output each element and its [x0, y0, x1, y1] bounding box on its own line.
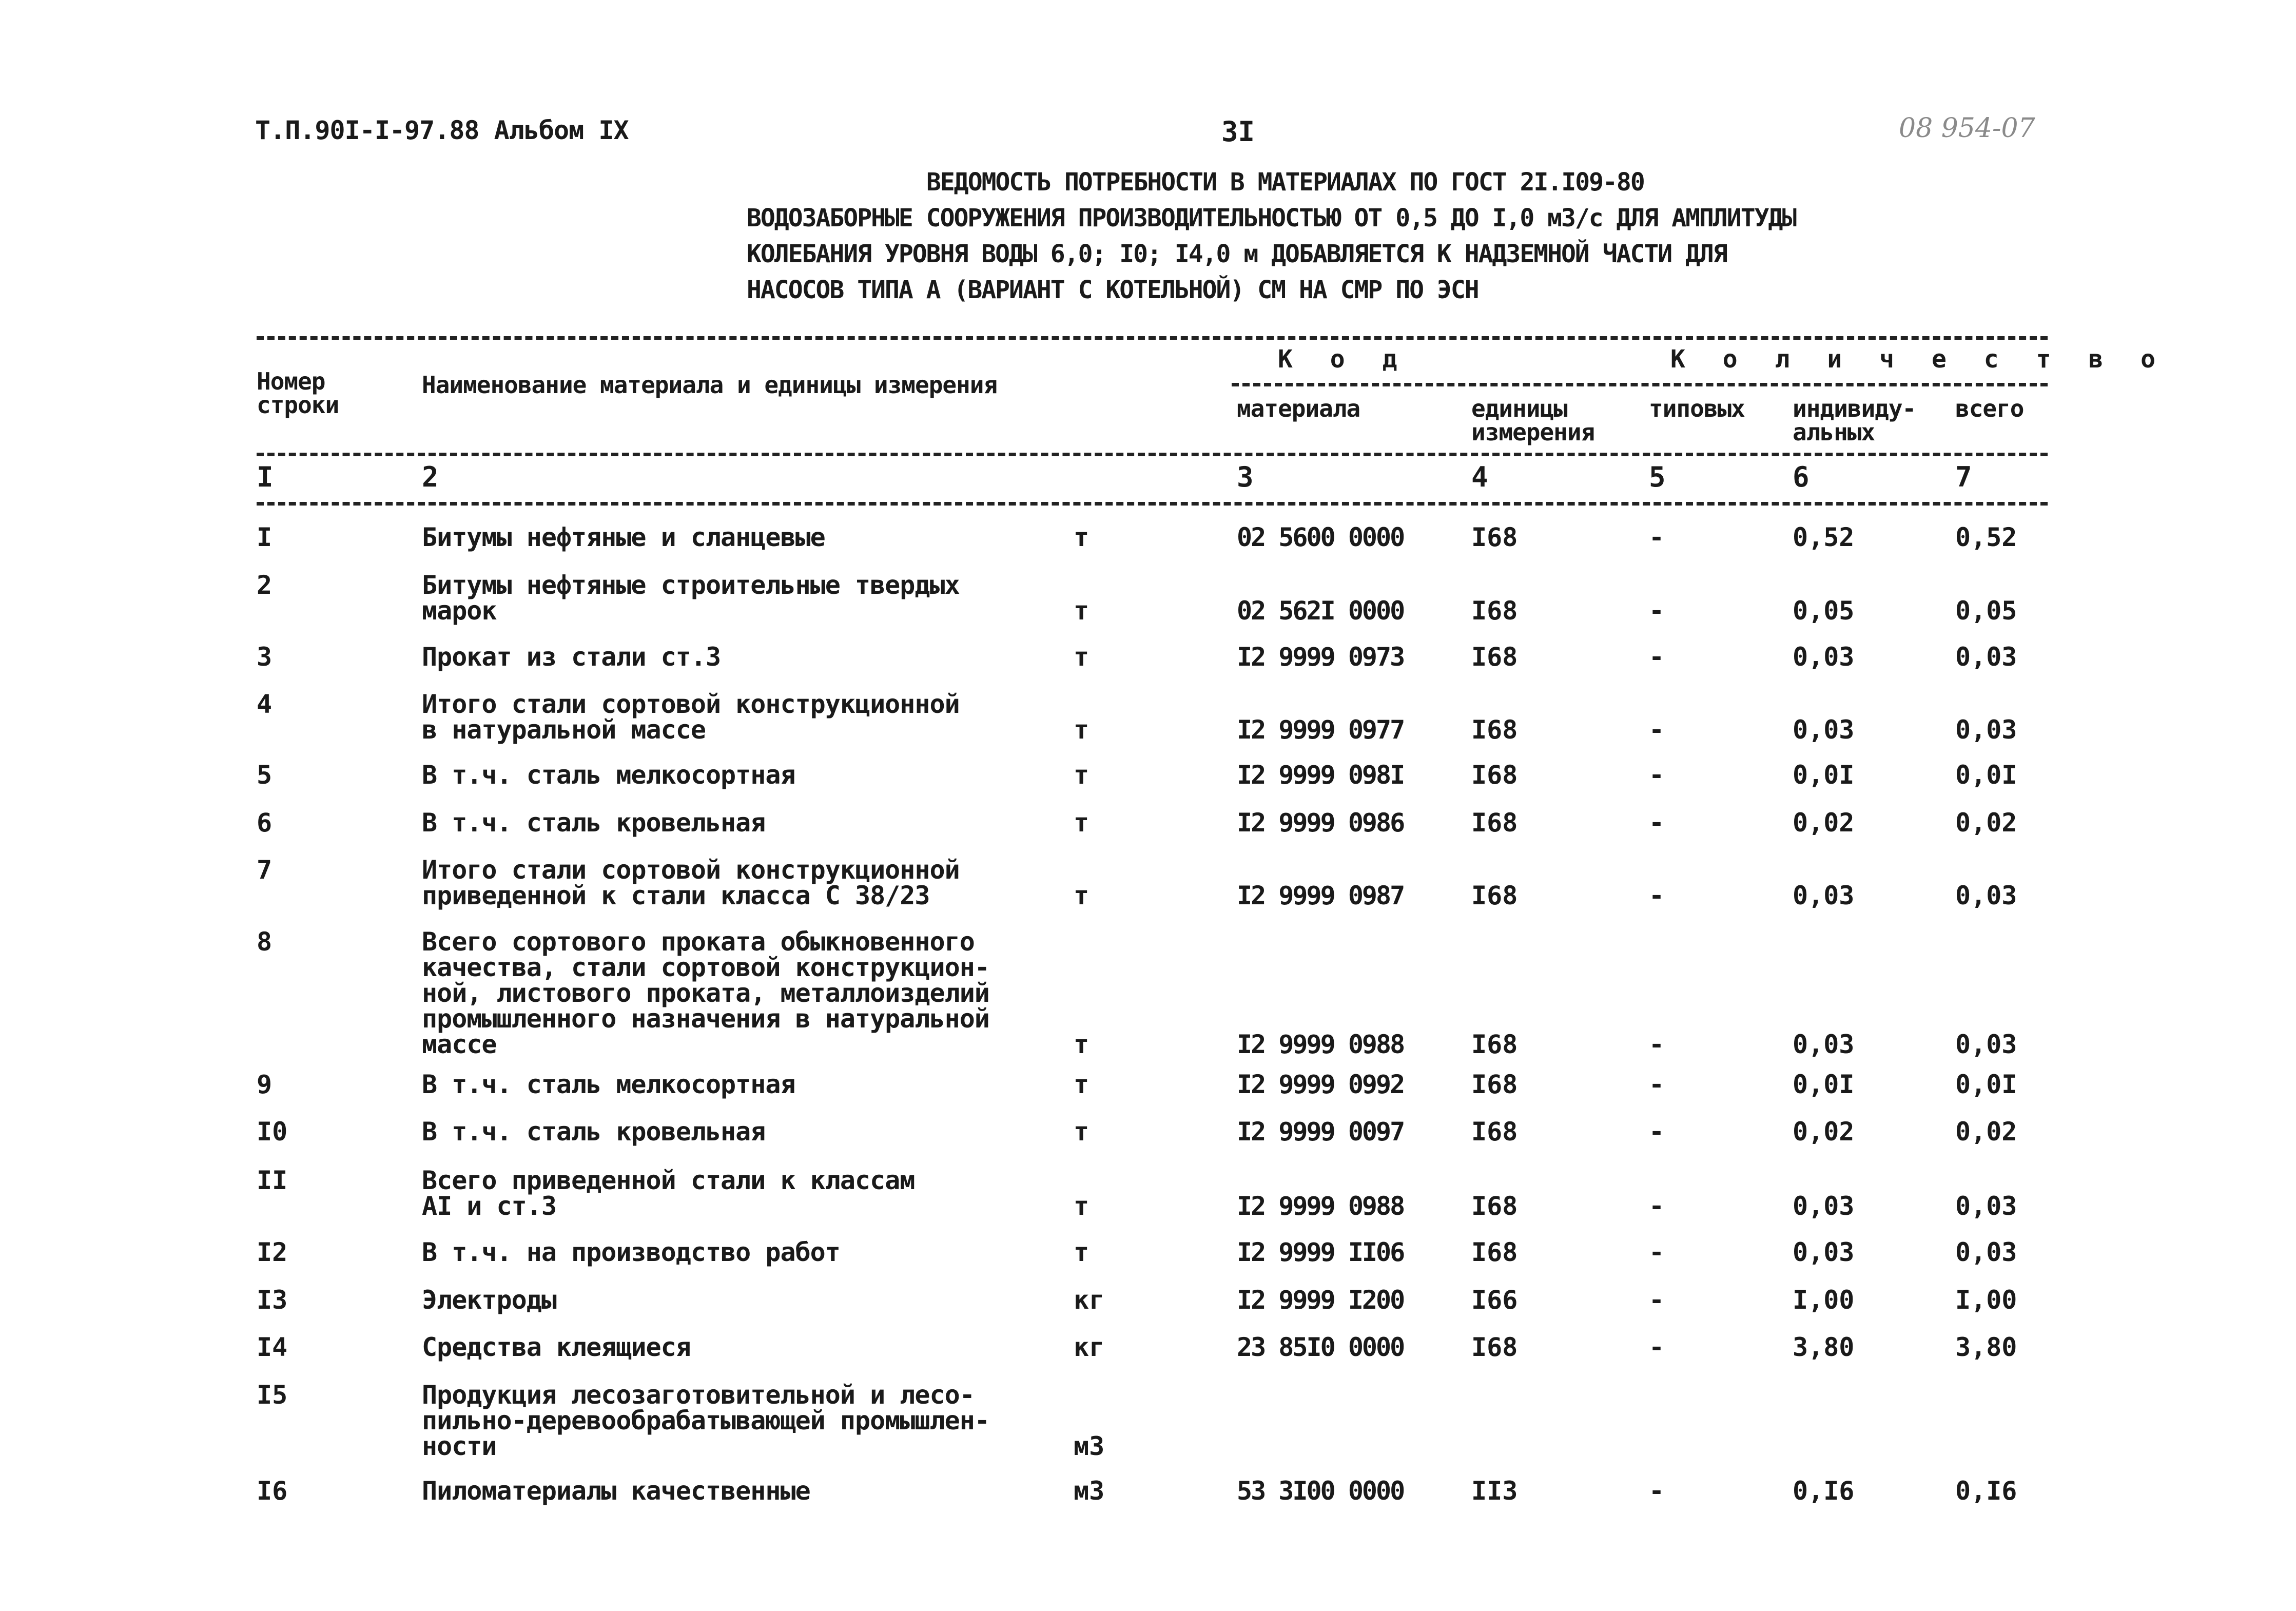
unit-cell: кг — [1074, 1285, 1105, 1315]
column-number: I — [257, 461, 274, 493]
column-number: 4 — [1471, 461, 1488, 493]
unit-cell: м3 — [1074, 1476, 1105, 1506]
material-code-cell: I2 9999 0992 — [1237, 1070, 1404, 1099]
unit-code-cell: I68 — [1471, 808, 1518, 838]
material-name-cell: В т.ч. сталь кровельная — [422, 808, 766, 838]
individual-quantity-cell: 0,05 — [1793, 596, 1855, 626]
column-header-qty-individual: индивиду- альных — [1793, 395, 1916, 446]
material-name-cell: Пиломатериалы качественные — [422, 1476, 810, 1506]
unit-code-cell: I68 — [1471, 1332, 1518, 1362]
material-name-cell: Всего приведенной стали к классам AI и ст.3 — [422, 1166, 915, 1221]
unit-cell: т — [1074, 881, 1089, 910]
individual-quantity-cell: 3,80 — [1793, 1332, 1855, 1362]
individual-quantity-cell: 0,03 — [1793, 715, 1855, 745]
row-number-cell: 2 — [257, 570, 273, 600]
unit-code-cell: I68 — [1471, 881, 1518, 910]
unit-cell: кг — [1074, 1332, 1105, 1362]
total-quantity-cell: 0,02 — [1955, 1117, 2017, 1147]
typical-quantity-cell: - — [1649, 715, 1665, 745]
material-code-cell: I2 9999 0986 — [1237, 808, 1404, 838]
material-code-cell: I2 9999 0988 — [1237, 1030, 1404, 1059]
material-code-cell: I2 9999 0988 — [1237, 1191, 1404, 1221]
unit-cell: т — [1074, 1237, 1089, 1267]
unit-code-cell: I68 — [1471, 522, 1518, 552]
material-code-cell: I2 9999 0097 — [1237, 1117, 1404, 1147]
title-line-3: КОЛЕБАНИЯ УРОВНЯ ВОДЫ 6,0; I0; I4,0 м ДОБАВЛЯЕТСЯ К НАДЗЕМНОЙ ЧАСТИ ДЛЯ — [747, 240, 1727, 268]
table-top-rule — [257, 336, 2048, 340]
typical-quantity-cell: - — [1649, 642, 1665, 672]
material-name-cell: Битумы нефтяные строительные твердых марок — [422, 570, 960, 626]
column-header-qty-total: всего — [1955, 395, 2024, 422]
material-name-cell: В т.ч. сталь мелкосортная — [422, 760, 795, 790]
total-quantity-cell: 0,02 — [1955, 808, 2017, 838]
row-number-cell: I0 — [257, 1117, 288, 1147]
column-header-qty-typical: типовых — [1649, 395, 1745, 422]
typical-quantity-cell: - — [1649, 1285, 1665, 1315]
material-code-cell: I2 9999 098I — [1237, 760, 1404, 790]
row-number-cell: 9 — [257, 1070, 273, 1099]
row-number-cell: 7 — [257, 855, 273, 885]
column-number: 3 — [1237, 461, 1254, 493]
total-quantity-cell: 0,0I — [1955, 760, 2017, 790]
unit-cell: т — [1074, 1117, 1089, 1147]
material-name-cell: Прокат из стали ст.3 — [422, 642, 721, 672]
total-quantity-cell: 0,03 — [1955, 642, 2017, 672]
unit-cell: т — [1074, 808, 1089, 838]
total-quantity-cell: 0,0I — [1955, 1070, 2017, 1099]
material-name-cell: Итого стали сортовой конструкционной в натуральной массе — [422, 689, 960, 745]
row-number-cell: I6 — [257, 1476, 288, 1506]
unit-cell: т — [1074, 596, 1089, 626]
individual-quantity-cell: 0,02 — [1793, 808, 1855, 838]
material-name-cell: Продукция лесозаготовительной и лесо- пильно-деревообрабатывающей промышлен- ности — [422, 1380, 989, 1461]
title-line-1: ВЕДОМОСТЬ ПОТРЕБНОСТИ В МАТЕРИАЛАХ ПО ГОСТ 2I.I09-80 — [926, 168, 1644, 197]
handwritten-stamp: 08 954-07 — [1899, 113, 2035, 144]
document-reference: Т.П.90I-I-97.88 Альбом IX — [255, 115, 629, 145]
typical-quantity-cell: - — [1649, 808, 1665, 838]
document-title — [747, 164, 1796, 308]
material-name-cell: Итого стали сортовой конструкционной приведенной к стали класса С 38/23 — [422, 855, 960, 910]
unit-code-cell: I66 — [1471, 1285, 1518, 1315]
individual-quantity-cell: 0,03 — [1793, 1191, 1855, 1221]
unit-code-cell: I68 — [1471, 1117, 1518, 1147]
row-number-cell: I3 — [257, 1285, 288, 1315]
row-number-cell: 4 — [257, 689, 273, 719]
individual-quantity-cell: 0,03 — [1793, 642, 1855, 672]
unit-cell: т — [1074, 715, 1089, 745]
unit-cell: т — [1074, 1191, 1089, 1221]
column-header-code-group: К о д — [1278, 345, 1409, 374]
unit-code-cell: I68 — [1471, 596, 1518, 626]
typical-quantity-cell: - — [1649, 1332, 1665, 1362]
column-header-code-unit: единицы измерения — [1471, 395, 1595, 446]
material-code-cell: I2 9999 I200 — [1237, 1285, 1404, 1315]
row-number-cell: 6 — [257, 808, 273, 838]
unit-cell: м3 — [1074, 1431, 1105, 1461]
subheader-rule — [1232, 383, 2048, 386]
unit-code-cell: I68 — [1471, 1191, 1518, 1221]
unit-cell: т — [1074, 642, 1089, 672]
column-header-name: Наименование материала и единицы измерения — [422, 371, 998, 399]
material-name-cell: В т.ч. сталь мелкосортная — [422, 1070, 795, 1099]
individual-quantity-cell: 0,02 — [1793, 1117, 1855, 1147]
unit-code-cell: I68 — [1471, 642, 1518, 672]
total-quantity-cell: 0,03 — [1955, 1030, 2017, 1059]
individual-quantity-cell: 0,0I — [1793, 760, 1855, 790]
total-quantity-cell: 0,I6 — [1955, 1476, 2017, 1506]
material-code-cell: 53 3I00 0000 — [1237, 1476, 1404, 1506]
row-number-cell: I2 — [257, 1237, 288, 1267]
column-number: 6 — [1793, 461, 1809, 493]
material-name-cell: Средства клеящиеся — [422, 1332, 691, 1362]
unit-cell: т — [1074, 1030, 1089, 1059]
typical-quantity-cell: - — [1649, 760, 1665, 790]
material-name-cell: Битумы нефтяные и сланцевые — [422, 522, 825, 552]
typical-quantity-cell: - — [1649, 1030, 1665, 1059]
typical-quantity-cell: - — [1649, 596, 1665, 626]
title-line-2: ВОДОЗАБОРНЫЕ СООРУЖЕНИЯ ПРОИЗВОДИТЕЛЬНОСТЬЮ ОТ 0,5 ДО I,0 м3/с ДЛЯ АМПЛИТУДЫ — [747, 204, 1796, 232]
total-quantity-cell: 0,03 — [1955, 715, 2017, 745]
column-header-code-material: материала — [1237, 395, 1360, 422]
unit-cell: т — [1074, 522, 1089, 552]
typical-quantity-cell: - — [1649, 1117, 1665, 1147]
material-name-cell: Всего сортового проката обыкновенного качества, стали сортовой конструкцион- ной, листового проката, металлоизделий промышленного назначения в натуральной массе — [422, 927, 989, 1059]
column-number: 2 — [422, 461, 439, 493]
material-code-cell: I2 9999 0987 — [1237, 881, 1404, 910]
material-code-cell: I2 9999 0973 — [1237, 642, 1404, 672]
column-number: 7 — [1955, 461, 1972, 493]
total-quantity-cell: 0,03 — [1955, 881, 2017, 910]
unit-code-cell: II3 — [1471, 1476, 1518, 1506]
row-number-cell: I5 — [257, 1380, 288, 1410]
unit-cell: т — [1074, 1070, 1089, 1099]
row-number-cell: I4 — [257, 1332, 288, 1362]
typical-quantity-cell: - — [1649, 522, 1665, 552]
unit-code-cell: I68 — [1471, 760, 1518, 790]
row-number-cell: I — [257, 522, 273, 552]
row-number-cell: 5 — [257, 760, 273, 790]
row-number-cell: II — [257, 1166, 288, 1195]
total-quantity-cell: 0,03 — [1955, 1237, 2017, 1267]
total-quantity-cell: 0,05 — [1955, 596, 2017, 626]
individual-quantity-cell: 0,03 — [1793, 1237, 1855, 1267]
material-name-cell: В т.ч. сталь кровельная — [422, 1117, 766, 1147]
material-code-cell: 02 562I 0000 — [1237, 596, 1404, 626]
title-line-4: НАСОСОВ ТИПА А (ВАРИАНТ С КОТЕЛЬНОЙ) СМ НА СМР ПО ЭСН — [747, 276, 1478, 304]
individual-quantity-cell: 0,0I — [1793, 1070, 1855, 1099]
individual-quantity-cell: I,00 — [1793, 1285, 1855, 1315]
total-quantity-cell: 3,80 — [1955, 1332, 2017, 1362]
individual-quantity-cell: 0,03 — [1793, 1030, 1855, 1059]
individual-quantity-cell: 0,03 — [1793, 881, 1855, 910]
typical-quantity-cell: - — [1649, 1070, 1665, 1099]
total-quantity-cell: I,00 — [1955, 1285, 2017, 1315]
unit-code-cell: I68 — [1471, 715, 1518, 745]
typical-quantity-cell: - — [1649, 1237, 1665, 1267]
column-header-row-no: Номер строки — [257, 367, 339, 419]
page-number: 3I — [1221, 115, 1255, 148]
total-quantity-cell: 0,03 — [1955, 1191, 2017, 1221]
unit-cell: т — [1074, 760, 1089, 790]
material-name-cell: Электроды — [422, 1285, 556, 1315]
total-quantity-cell: 0,52 — [1955, 522, 2017, 552]
material-code-cell: I2 9999 II06 — [1237, 1237, 1404, 1267]
material-code-cell: 23 85I0 0000 — [1237, 1332, 1404, 1362]
row-number-cell: 8 — [257, 927, 273, 957]
material-code-cell: I2 9999 0977 — [1237, 715, 1404, 745]
unit-code-cell: I68 — [1471, 1030, 1518, 1059]
column-header-quantity-group: К о л и ч е с т в о — [1670, 345, 2167, 374]
column-numbers-rule — [257, 502, 2048, 506]
unit-code-cell: I68 — [1471, 1237, 1518, 1267]
material-name-cell: В т.ч. на производство работ — [422, 1237, 840, 1267]
row-number-cell: 3 — [257, 642, 273, 672]
individual-quantity-cell: 0,I6 — [1793, 1476, 1855, 1506]
individual-quantity-cell: 0,52 — [1793, 522, 1855, 552]
typical-quantity-cell: - — [1649, 881, 1665, 910]
unit-code-cell: I68 — [1471, 1070, 1518, 1099]
typical-quantity-cell: - — [1649, 1476, 1665, 1506]
header-bottom-rule — [257, 453, 2048, 456]
column-number: 5 — [1649, 461, 1666, 493]
typical-quantity-cell: - — [1649, 1191, 1665, 1221]
material-code-cell: 02 5600 0000 — [1237, 522, 1404, 552]
